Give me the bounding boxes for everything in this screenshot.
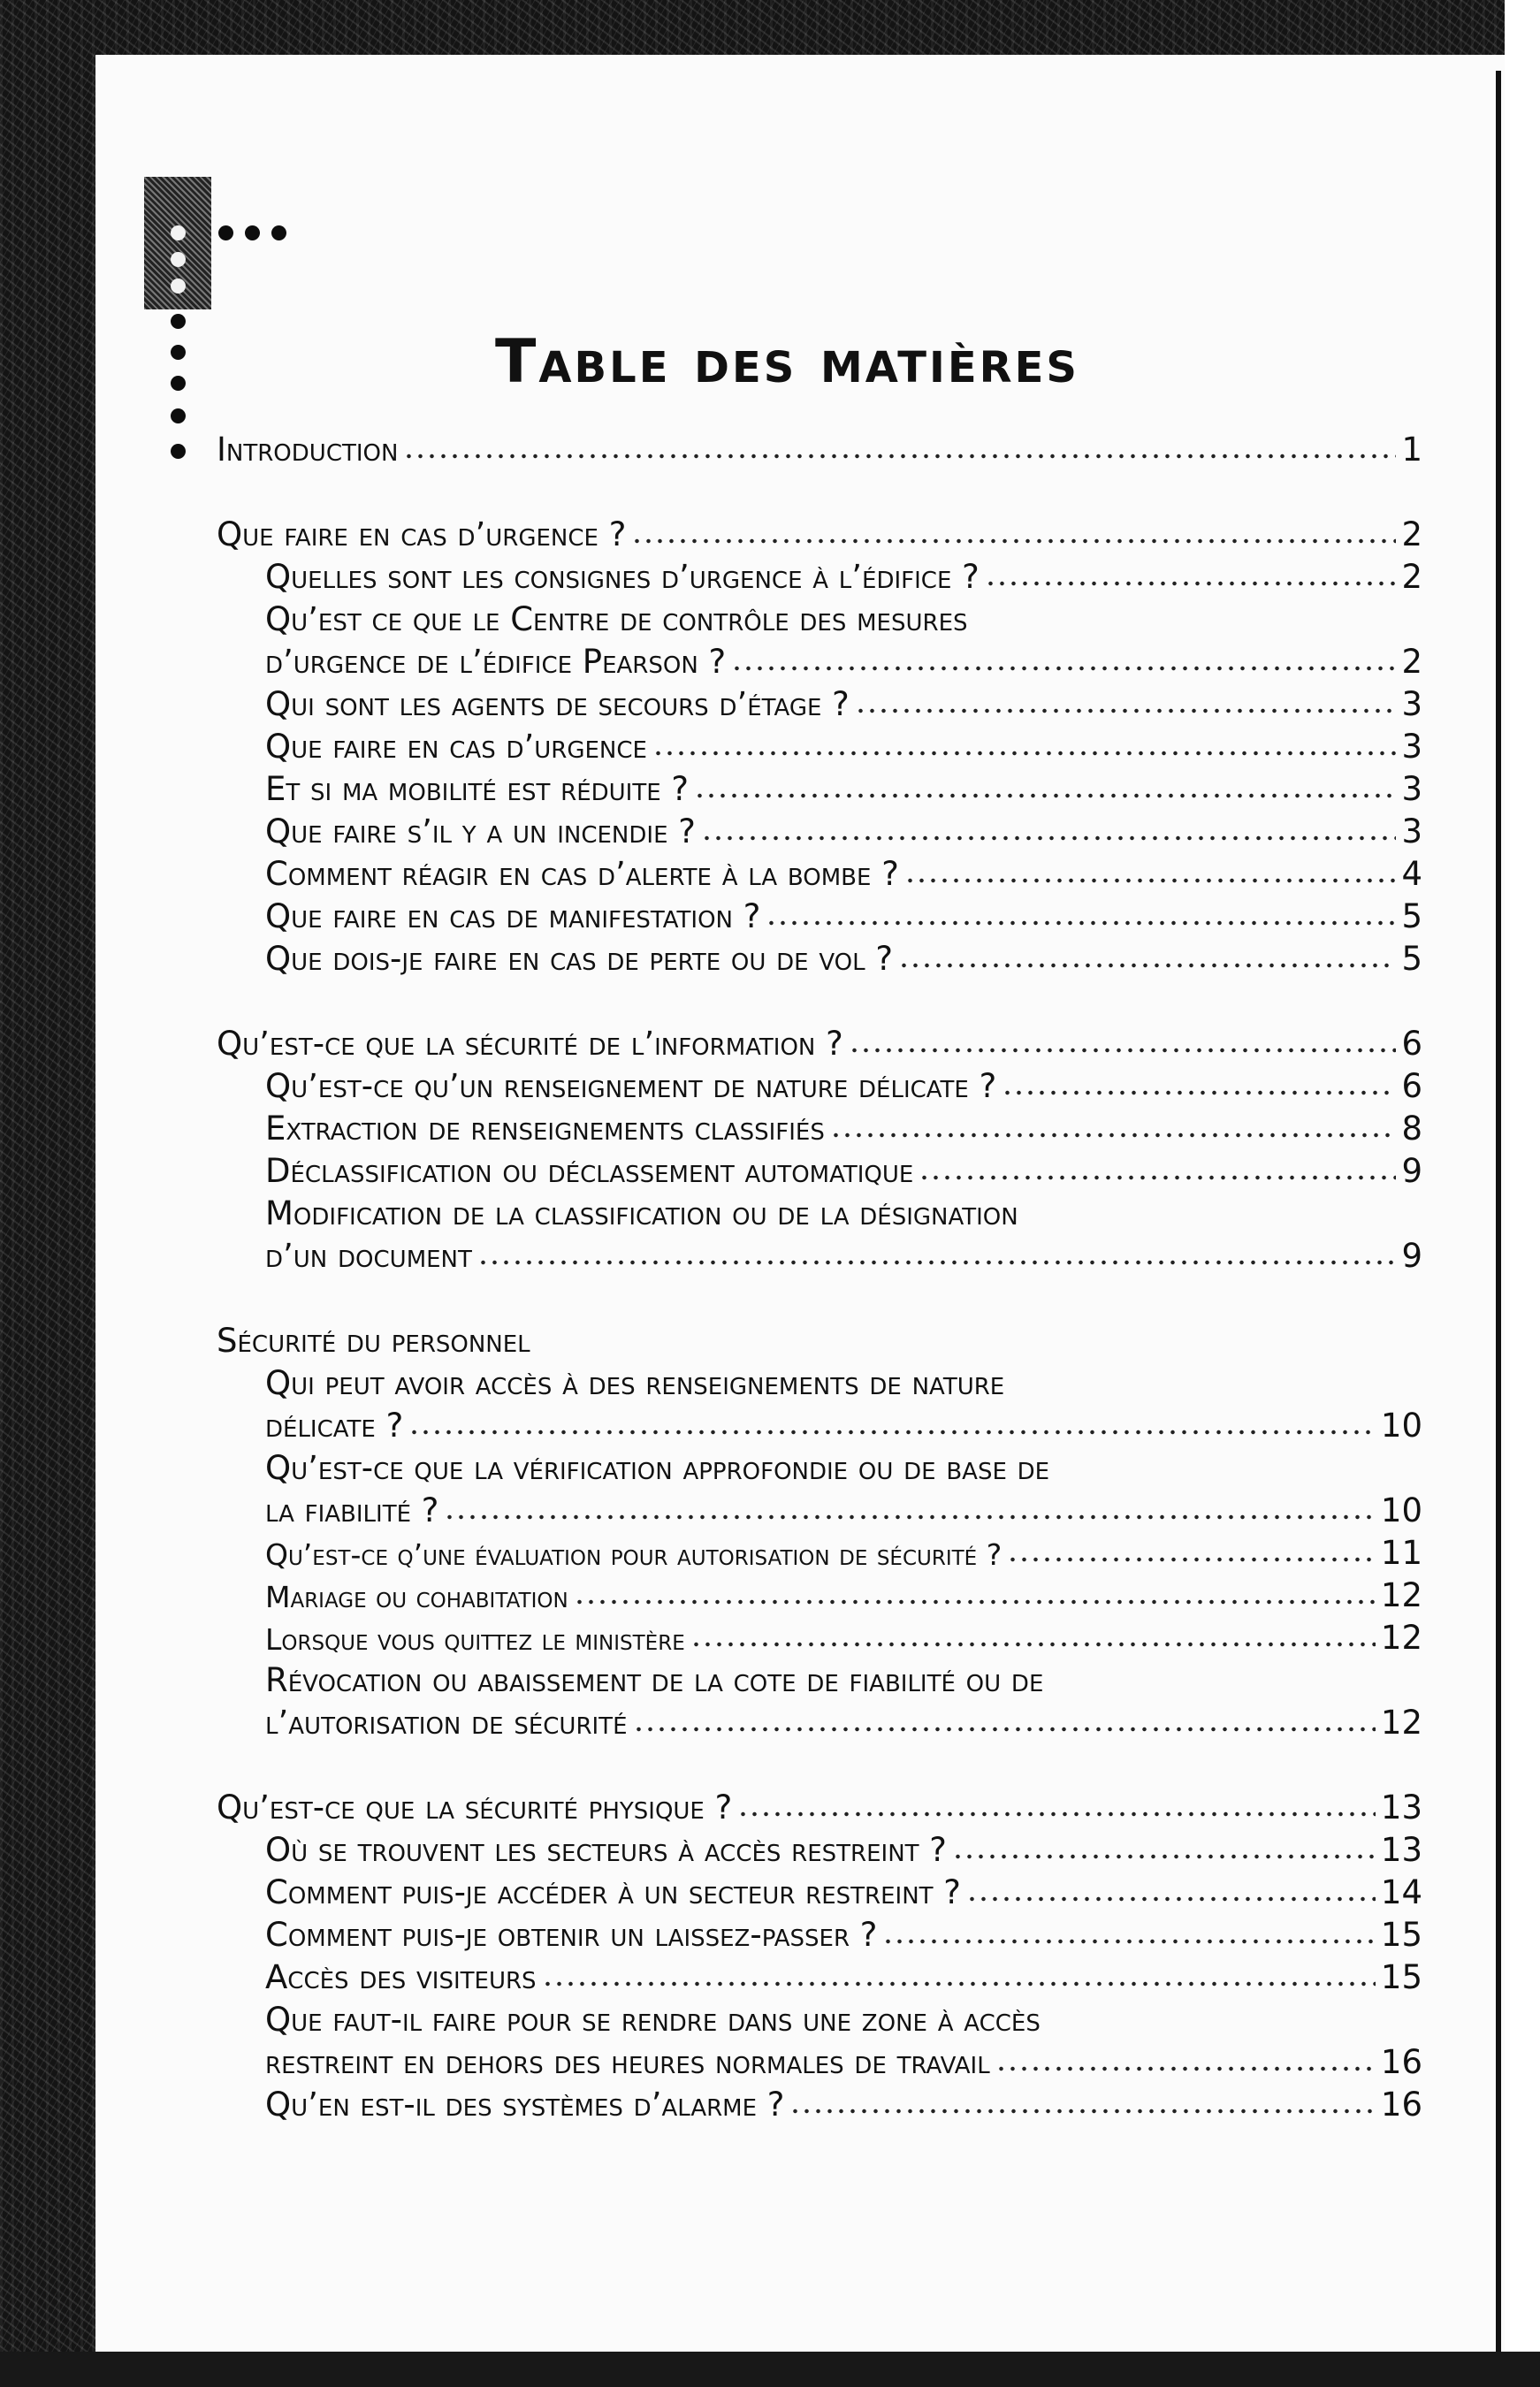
- toc-entry-label: Qu’est-ce qu’un renseignement de nature délicate ?: [265, 1067, 997, 1105]
- toc-page-number: 10: [1380, 1407, 1422, 1445]
- dot-leader: [995, 2065, 1376, 2072]
- toc-entry[interactable]: [217, 511, 1422, 553]
- toc-page-number: 6: [1401, 1025, 1422, 1063]
- dot-leader: [694, 792, 1396, 799]
- toc-entry[interactable]: [265, 2081, 1422, 2124]
- dot-leader: [652, 750, 1397, 757]
- dot-leader: [849, 1047, 1397, 1054]
- toc-entry-label: Où se trouvent les secteurs à accès restreint ?: [265, 1831, 947, 1869]
- toc-entry[interactable]: [265, 1105, 1422, 1148]
- toc-entry[interactable]: [265, 2039, 1422, 2081]
- toc-entry[interactable]: [265, 1232, 1422, 1275]
- toc-page-number: 2: [1401, 558, 1422, 596]
- toc-page-number: 1: [1401, 431, 1422, 469]
- dot-leader: [904, 877, 1397, 884]
- toc-entry-label: Que faire en cas de manifestation ?: [265, 897, 761, 935]
- toc-page-number: 5: [1401, 897, 1422, 935]
- toc-entry[interactable]: [265, 1063, 1422, 1105]
- toc-entry-label: Quelles sont les consignes d’urgence à l’édifice ?: [265, 558, 980, 596]
- toc-entry-label: Que dois-je faire en cas de perte ou de vol ?: [265, 940, 894, 978]
- dot-leader: [403, 453, 1396, 460]
- toc-page-number: 11: [1380, 1534, 1422, 1572]
- dot-leader: [542, 1980, 1376, 1987]
- toc-entry[interactable]: [265, 1699, 1422, 1742]
- toc-page-number: 3: [1401, 770, 1422, 808]
- toc-entry-label: Introduction: [217, 431, 399, 469]
- toc-page-number: 5: [1401, 940, 1422, 978]
- dot-leader: [789, 2108, 1375, 2115]
- toc-page-number: 3: [1401, 728, 1422, 766]
- toc-entry[interactable]: [265, 1148, 1422, 1190]
- toc-entry-line1[interactable]: Que faut-il faire pour se rendre dans une zone à accès: [265, 2001, 1041, 2039]
- toc-page-number: 15: [1380, 1916, 1422, 1954]
- toc-entry[interactable]: [265, 1487, 1422, 1529]
- toc-entry-label: restreint en dehors des heures normales de travail: [265, 2043, 990, 2081]
- toc-page-number: 3: [1401, 812, 1422, 850]
- toc-entry-label: Et si ma mobilité est réduite ?: [265, 770, 690, 808]
- toc-entry-line1[interactable]: Qui peut avoir accès à des renseignements de nature: [265, 1364, 1005, 1402]
- dot-leader: [952, 1853, 1376, 1860]
- toc-entry[interactable]: [265, 766, 1422, 808]
- toc-entry[interactable]: [265, 1954, 1422, 1996]
- dot-leader: [830, 1132, 1397, 1139]
- toc-page-number: 12: [1380, 1619, 1422, 1657]
- toc-page-number: 2: [1401, 643, 1422, 681]
- dot-leader: [731, 665, 1396, 672]
- dot-leader: [633, 1726, 1376, 1733]
- toc-page-number: 12: [1380, 1704, 1422, 1742]
- toc-entry-label: Mariage ou cohabitation: [265, 1580, 568, 1614]
- toc-entry[interactable]: [265, 935, 1422, 978]
- dot-leader: [574, 1598, 1376, 1605]
- toc-page-number: 9: [1401, 1237, 1422, 1275]
- toc-entry[interactable]: [265, 1614, 1422, 1657]
- dot-leader: [882, 1938, 1376, 1945]
- toc-page-number: 2: [1401, 515, 1422, 553]
- toc-page-number: 13: [1380, 1788, 1422, 1826]
- dot-leader: [444, 1514, 1376, 1521]
- toc-entry[interactable]: [265, 1572, 1422, 1614]
- toc-entry-label: Qu’en est-il des systèmes d’alarme ?: [265, 2086, 785, 2124]
- toc-entry-label: la fiabilité ?: [265, 1491, 439, 1529]
- toc-entry[interactable]: [265, 1826, 1422, 1869]
- toc-page-number: 8: [1401, 1110, 1422, 1148]
- toc-section-heading[interactable]: [217, 1317, 1422, 1360]
- toc-entry-label: l’autorisation de sécurité: [265, 1704, 628, 1742]
- toc-page-number: 12: [1380, 1576, 1422, 1614]
- dot-leader: [631, 538, 1396, 545]
- toc-entry-label: Extraction de renseignements classifiés: [265, 1110, 825, 1148]
- toc-entry[interactable]: [217, 1784, 1422, 1826]
- toc-entry[interactable]: [265, 553, 1422, 596]
- dot-leader: [855, 707, 1397, 714]
- toc-page-number: 6: [1401, 1067, 1422, 1105]
- toc-entry-label: d’urgence de l’édifice Pearson ?: [265, 643, 727, 681]
- toc-entry[interactable]: [265, 850, 1422, 893]
- toc-entry-label: Sécurité du personnel: [217, 1322, 530, 1360]
- toc-entry-label: Que faire s’il y a un incendie ?: [265, 812, 696, 850]
- dot-leader: [408, 1429, 1376, 1436]
- toc-entry-label: Qu’est-ce que la sécurité physique ?: [217, 1788, 733, 1826]
- toc-page-number: 13: [1380, 1831, 1422, 1869]
- toc-page-number: 9: [1401, 1152, 1422, 1190]
- toc-entry[interactable]: [265, 893, 1422, 935]
- toc-entry-label: Que faire en cas d’urgence ?: [217, 515, 627, 553]
- toc-entry[interactable]: [217, 426, 1422, 469]
- page-title: Table des matières: [495, 327, 1079, 397]
- toc-page-number: 14: [1380, 1873, 1422, 1911]
- toc-entry-label: Comment réagir en cas d’alerte à la bombe ?: [265, 855, 899, 893]
- dot-leader: [766, 919, 1396, 927]
- toc-entry-line1[interactable]: Révocation ou abaissement de la cote de fiabilité ou de: [265, 1661, 1044, 1699]
- toc-page-number: 10: [1380, 1491, 1422, 1529]
- toc-entry-label: Qu’est-ce q’une évaluation pour autorisation de sécurité ?: [265, 1537, 1003, 1572]
- toc-entry[interactable]: [265, 723, 1422, 766]
- toc-entry-line1[interactable]: Qu’est ce que le Centre de contrôle des mesures: [265, 600, 968, 638]
- toc-entry[interactable]: [265, 1911, 1422, 1954]
- dot-leader: [690, 1641, 1376, 1648]
- toc-page-number: 3: [1401, 685, 1422, 723]
- toc-page-number: 16: [1380, 2086, 1422, 2124]
- toc-entry-label: Déclassification ou déclassement automatique: [265, 1152, 914, 1190]
- toc-entry-line1[interactable]: Modification de la classification ou de la désignation: [265, 1194, 1018, 1232]
- toc-entry-label: Qui sont les agents de secours d’étage ?: [265, 685, 850, 723]
- toc-entry-label: Accès des visiteurs: [265, 1958, 537, 1996]
- toc-entry-label: Comment puis-je obtenir un laissez-passer ?: [265, 1916, 878, 1954]
- dot-leader: [919, 1174, 1396, 1181]
- toc-entry[interactable]: [217, 1020, 1422, 1063]
- toc-entry-line1[interactable]: Qu’est-ce que la vérification approfondie ou de base de: [265, 1449, 1050, 1487]
- dot-leader: [477, 1259, 1397, 1266]
- toc-page-number: 16: [1380, 2043, 1422, 2081]
- toc-entry-label: délicate ?: [265, 1407, 404, 1445]
- dot-leader: [1007, 1556, 1376, 1563]
- toc-entry-label: Qu’est-ce que la sécurité de l’information ?: [217, 1025, 843, 1063]
- toc-page-number: 4: [1401, 855, 1422, 893]
- toc-entry-label: Lorsque vous quittez le ministère: [265, 1622, 685, 1657]
- dot-leader: [701, 835, 1397, 842]
- toc-entry-label: Que faire en cas d’urgence: [265, 728, 647, 766]
- toc-entry[interactable]: [265, 638, 1422, 681]
- toc-page-number: 15: [1380, 1958, 1422, 1996]
- dot-leader: [985, 580, 1397, 587]
- toc-entry[interactable]: [265, 808, 1422, 850]
- toc-entry[interactable]: [265, 1402, 1422, 1445]
- dot-leader: [966, 1895, 1376, 1903]
- toc-entry[interactable]: [265, 1529, 1422, 1572]
- toc-entry[interactable]: [265, 1869, 1422, 1911]
- dot-leader: [1002, 1089, 1396, 1096]
- toc-entry[interactable]: [265, 681, 1422, 723]
- dot-leader: [737, 1811, 1376, 1818]
- dot-leader: [898, 962, 1396, 969]
- toc-entry-label: Comment puis-je accéder à un secteur restreint ?: [265, 1873, 961, 1911]
- toc-entry-label: d’un document: [265, 1237, 472, 1275]
